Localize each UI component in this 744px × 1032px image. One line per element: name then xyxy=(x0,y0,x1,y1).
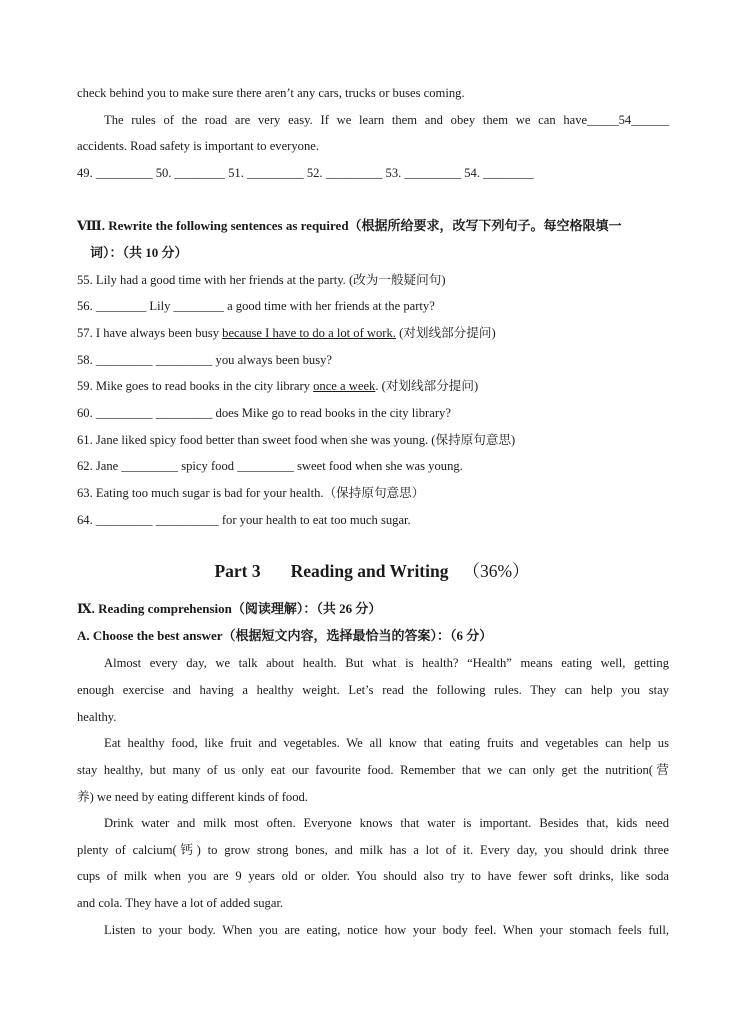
part-label: Part 3 xyxy=(214,561,261,581)
question-56: 56. ________ Lily ________ a good time with her friends at the party? xyxy=(77,299,435,313)
answer-blanks: 49. _________ 50. ________ 51. _________ 52. _________ 53. _________ 54. ________ xyxy=(77,166,534,180)
reading-line: cups of milk when you are 9 years old or older. You should also try to have fewer soft drinks, like soda xyxy=(77,869,669,883)
question-55: 55. Lily had a good time with her friends at the party. (改为一般疑问句) xyxy=(77,273,446,287)
q57-instruction: (对划线部分提问) xyxy=(395,326,496,340)
part-heading xyxy=(0,561,744,581)
section-title: Ⅸ. Reading comprehension（阅读理解）：（共 26 分） xyxy=(77,601,382,616)
question-59 xyxy=(77,378,669,394)
reading-line: 养) we need by eating different kinds of food. xyxy=(77,790,308,804)
q59-text: 59. Mike goes to read books in the city library xyxy=(77,379,314,393)
passage-line: accidents. Road safety is important to everyone. xyxy=(77,139,320,153)
section-title: Ⅷ. Rewrite the following sentences as required（根据所给要求，改写下列句子。每空格限填一 xyxy=(77,218,622,233)
question-63: 63. Eating too much sugar is bad for your health.（保持原句意思） xyxy=(77,486,425,500)
question-62: 62. Jane _________ spicy food _________ sweet food when she was young. xyxy=(77,459,463,473)
reading-line: Almost every day, we talk about health. But what is health? “Health” means eating well, getting xyxy=(104,656,669,670)
q57-text: 57. I have always been busy xyxy=(77,326,223,340)
q59-instruction: . (对划线部分提问) xyxy=(375,379,479,393)
reading-line: healthy. xyxy=(77,710,117,724)
reading-line: Eat healthy food, like fruit and vegetables. We all know that eating fruits and vegetables can help us xyxy=(104,736,669,750)
reading-line: enough exercise and having a healthy weight. Let’s read the following rules. They can help you stay xyxy=(77,683,669,697)
reading-line: Drink water and milk most often. Everyone knows that water is important. Besides that, kids need xyxy=(104,816,669,830)
passage-line: check behind you to make sure there aren’t any cars, trucks or buses coming. xyxy=(77,86,465,100)
reading-line: and cola. They have a lot of added sugar. xyxy=(77,896,284,910)
part-name: Reading and Writing xyxy=(290,561,449,581)
passage-line: The rules of the road are very easy. If we learn them and obey them we can have_____54______ xyxy=(104,113,669,127)
section-title-cont: 词）：（共 10 分） xyxy=(90,245,188,260)
question-58: 58. _________ _________ you always been busy? xyxy=(77,353,332,367)
q57-underlined: because I have to do a lot of work. xyxy=(222,326,396,340)
part-percentage: （36%） xyxy=(462,561,530,581)
reading-line: Listen to your body. When you are eating, notice how your body feel. When your stomach feels full, xyxy=(104,923,669,937)
question-60: 60. _________ _________ does Mike go to read books in the city library? xyxy=(77,406,451,420)
reading-line: stay healthy, but many of us only eat our favourite food. Remember that we can only get the nutrition(营 xyxy=(77,763,669,777)
question-57 xyxy=(77,325,669,341)
question-61: 61. Jane liked spicy food better than sweet food when she was young. (保持原句意思) xyxy=(77,433,516,447)
reading-line: plenty of calcium(钙) to grow strong bones, and milk has a lot of it. Every day, you should drink three xyxy=(77,843,669,857)
subsection-title: A. Choose the best answer（根据短文内容，选择最恰当的答案）：（6 分） xyxy=(77,628,493,643)
question-64: 64. _________ __________ for your health to eat too much sugar. xyxy=(77,513,411,527)
q59-underlined: once a week xyxy=(313,379,376,393)
